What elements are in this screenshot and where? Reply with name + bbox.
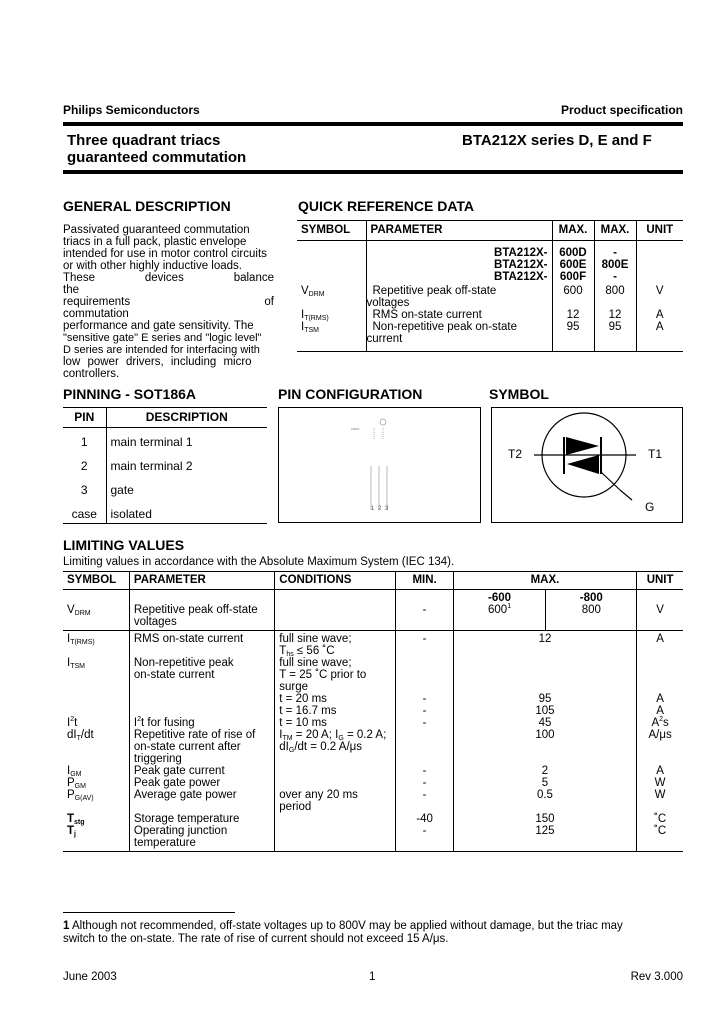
pin-description: isolated: [110, 506, 152, 521]
symbol-subscript: GM: [70, 771, 82, 778]
max-600-cell: [453, 590, 546, 631]
desc-line: controllers.: [63, 368, 120, 380]
terminal-t1-label: T1: [648, 447, 663, 461]
unit-cell: A/μs: [637, 729, 683, 765]
symbol-heading: SYMBOL: [489, 386, 549, 402]
table-row: [63, 729, 683, 765]
table-row: [297, 309, 683, 321]
type-value: 600E: [559, 259, 587, 271]
terminal-t2-label: T2: [508, 447, 523, 461]
param-line: Repetitive rate of rise of: [133, 729, 256, 741]
symbol-text: V: [301, 285, 309, 297]
symbol-cell: [297, 309, 366, 321]
condition-line: t = 16.7 ms: [279, 705, 337, 717]
symbol-cell: [297, 283, 366, 309]
max-cell: 2: [453, 765, 637, 777]
unit-cell: A: [636, 309, 683, 321]
unit-cell: A: [637, 631, 683, 658]
parameter-cell: [129, 590, 274, 631]
condition-line: surge: [279, 681, 309, 693]
symbol-text: I: [67, 633, 71, 645]
conditions-cell: t = 10 ms: [275, 717, 396, 729]
max-1-cell: 12: [552, 309, 594, 321]
symbol-text: V: [67, 604, 75, 616]
symbol-subscript: GM: [74, 783, 86, 790]
unit-cell: V: [636, 283, 683, 309]
desc-line: requirements of commutation: [63, 296, 274, 320]
type-max-1-list: [552, 241, 594, 284]
table-header-row: [63, 408, 267, 428]
case-label: case: [351, 426, 360, 431]
param-text: t for fusing: [140, 717, 195, 729]
symbol-text: /dt: [80, 729, 94, 741]
symbol-cell: [63, 813, 129, 825]
table-row: [63, 789, 683, 813]
symbol-text: I: [301, 309, 305, 321]
parameter-cell: [366, 283, 552, 309]
max-2-cell: 12: [594, 309, 636, 321]
parameter-cell: [129, 729, 274, 765]
company-name: Philips Semiconductors: [63, 103, 200, 117]
table-row: [63, 631, 683, 658]
condition-subscript: TM: [282, 735, 293, 742]
symbol-text: I: [301, 321, 305, 333]
parameter-cell: [129, 657, 274, 717]
pinning-table: [63, 407, 267, 524]
param-line: Repetitive peak off-state: [372, 285, 497, 297]
condition-line: period: [279, 801, 312, 813]
pin-number: 3: [63, 476, 106, 500]
parameter-cell: Storage temperature: [129, 813, 274, 825]
max-cell: 5: [453, 777, 637, 789]
desc-line: D series are intended for interfacing with: [63, 344, 260, 356]
type-value: 600D: [559, 247, 587, 259]
min-cell: -: [396, 825, 453, 852]
symbol-subscript: stg: [74, 819, 85, 826]
symbol-cell: [63, 729, 129, 765]
max-value: 95: [538, 693, 552, 705]
condition-text: = 20 A; I: [292, 729, 339, 741]
min-value: -: [422, 705, 427, 717]
limiting-values-table: [63, 571, 683, 852]
pin-description: main terminal 2: [110, 458, 193, 473]
col-max-1: MAX.: [552, 221, 594, 241]
condition-text: T: [279, 645, 287, 657]
pinning-heading: PINNING - SOT186A: [63, 386, 197, 402]
max-1-cell: 600: [552, 283, 594, 309]
symbol-subscript: TSM: [304, 327, 319, 334]
table-row: [63, 500, 267, 524]
table-row: [297, 283, 683, 309]
footnote-ref: 1: [507, 603, 512, 610]
col-description: DESCRIPTION: [145, 410, 228, 424]
conditions-cell: [275, 657, 396, 717]
symbol-text: I: [67, 657, 71, 669]
symbol-text: P: [67, 789, 75, 801]
symbol-cell: [297, 321, 366, 351]
max-2-cell: 800: [594, 283, 636, 309]
symbol-subscript: G(AV): [74, 795, 94, 802]
table-row: [63, 717, 683, 729]
condition-text: I: [279, 729, 283, 741]
max-1-cell: 95: [552, 321, 594, 351]
table-row: [63, 657, 683, 717]
param-line: voltages: [366, 297, 410, 309]
header-rule: [63, 122, 683, 126]
param-line: Non-repetitive peak: [133, 657, 234, 669]
condition-text: /dt = 0.2 A/μs: [294, 741, 363, 753]
condition-subscript: G: [288, 747, 295, 754]
type-max-2-list: [594, 241, 636, 284]
symbol-subscript: DRM: [74, 610, 91, 617]
min-cell: -: [396, 631, 453, 658]
type-label: BTA212X-: [494, 271, 548, 283]
table-row: [63, 428, 267, 452]
parameter-cell: [129, 825, 274, 852]
condition-text: ≤ 56 ˚C: [293, 645, 335, 657]
condition-line: full sine wave;: [279, 657, 352, 669]
col-parameter: PARAMETER: [129, 572, 274, 590]
param-superscript: 2: [137, 716, 141, 723]
max-cell: 12: [453, 631, 637, 658]
type-label: BTA212X-: [494, 259, 548, 271]
parameter-cell: [366, 309, 552, 321]
pin-number: 2: [63, 452, 106, 476]
symbol-text: I: [67, 717, 71, 729]
condition-subscript: G: [338, 735, 344, 742]
pin-number: 1: [63, 428, 106, 452]
desc-line: Passivated guaranteed commutation: [63, 224, 250, 236]
footer-date: June 2003: [63, 971, 117, 983]
quick-reference-table: [297, 220, 683, 352]
param-line: triggering: [133, 753, 182, 765]
symbol-cell: [63, 631, 129, 658]
max-cell: 0.5: [453, 789, 637, 813]
symbol-text: P: [67, 777, 75, 789]
parameter-cell: Average gate power: [129, 789, 274, 813]
type-value: 800E: [601, 259, 629, 271]
max-2-cell: 95: [594, 321, 636, 351]
footnote-rule: [63, 912, 235, 913]
unit-cell: W: [637, 789, 683, 813]
limiting-values-heading: LIMITING VALUES: [63, 537, 185, 553]
condition-line: full sine wave;: [279, 633, 352, 645]
title-line-2: guaranteed commutation: [67, 149, 247, 166]
col-min: MIN.: [396, 572, 453, 590]
unit-superscript: 2: [659, 716, 664, 723]
general-description-text: [63, 224, 274, 380]
table-row: [297, 321, 683, 351]
min-cell: -: [396, 765, 453, 777]
document-type: Product specification: [560, 103, 683, 117]
table-row: [63, 813, 683, 825]
min-cell: -: [396, 777, 453, 789]
unit-cell: ˚C: [637, 813, 683, 825]
symbol-cell: [63, 717, 129, 729]
type-label-list: [366, 241, 552, 284]
param-line: on-state current: [133, 669, 215, 681]
condition-subscript: hs: [286, 651, 294, 658]
footnote: [63, 920, 688, 946]
unit-cell: A: [636, 321, 683, 351]
parameter-cell: [366, 321, 552, 351]
col-unit: UNIT: [636, 221, 683, 241]
quick-reference-heading: QUICK REFERENCE DATA: [298, 198, 475, 214]
col-max: MAX.: [453, 572, 637, 590]
symbol-text: dI: [67, 729, 77, 741]
package-outline-icon: [279, 408, 480, 522]
footer-page-number: 1: [369, 971, 376, 983]
symbol-cell: [63, 590, 129, 631]
table-row: [63, 590, 683, 631]
unit-cell: [637, 717, 683, 729]
desc-line: low power drivers, including micro: [63, 356, 252, 368]
symbol-subscript: j: [74, 831, 76, 838]
param-line: current: [366, 333, 403, 345]
triac-symbol-box: [491, 407, 683, 523]
desc-line: or with other highly inductive loads.: [63, 260, 242, 272]
max-800-cell: [546, 590, 637, 631]
table-row: [63, 476, 267, 500]
col-symbol: SYMBOL: [301, 224, 351, 236]
col-parameter: PARAMETER: [366, 221, 552, 241]
grade-800-header: -800: [579, 592, 603, 604]
param-line: Non-repetitive peak on-state: [372, 321, 517, 333]
footer-revision: Rev 3.000: [630, 971, 683, 983]
symbol-cell: [63, 789, 129, 813]
symbol-superscript: 2: [70, 716, 75, 723]
conditions-cell: [275, 729, 396, 765]
pin-number: case: [63, 500, 106, 524]
max-800-value: 800: [581, 604, 601, 616]
type-value: 600F: [559, 271, 587, 283]
min-cell: -: [396, 789, 453, 813]
max-cell: 100: [453, 729, 637, 765]
footnote-number: 1: [63, 920, 70, 932]
pin-configuration-heading: PIN CONFIGURATION: [278, 386, 423, 402]
max-cell: [453, 657, 637, 717]
param-line: RMS on-state current: [372, 309, 482, 321]
pin-description: gate: [110, 482, 134, 497]
col-conditions: CONDITIONS: [275, 572, 396, 590]
symbol-subscript: DRM: [308, 291, 325, 298]
footnote-text: switch to the on-state. The rate of rise of current should not exceed 15 A/μs.: [63, 933, 449, 945]
symbol-cell: [63, 825, 129, 852]
desc-line: performance and gate sensitivity. The: [63, 320, 254, 332]
col-pin: PIN: [63, 408, 106, 428]
max-cell: 125: [453, 825, 637, 852]
unit-cell: A: [637, 765, 683, 777]
table-row: [63, 825, 683, 852]
title-rule: [63, 170, 683, 174]
table-header-row: [297, 221, 683, 241]
symbol-cell: [63, 777, 129, 789]
param-line: on-state current after: [133, 741, 241, 753]
table-row: [63, 777, 683, 789]
unit-cell: W: [637, 777, 683, 789]
general-description-heading: GENERAL DESCRIPTION: [63, 198, 231, 214]
unit-value: A: [656, 693, 664, 705]
min-cell: -: [396, 717, 453, 729]
col-symbol: SYMBOL: [67, 574, 117, 586]
conditions-cell: [275, 789, 396, 813]
unit-text: A: [651, 717, 660, 729]
desc-line: triacs in a full pack, plastic envelope: [63, 236, 247, 248]
condition-line: over any 20 ms: [279, 789, 358, 801]
desc-line: These devices balance the: [63, 272, 274, 296]
symbol-cell: [63, 657, 129, 717]
symbol-subscript: T(RMS): [304, 315, 329, 322]
parameter-cell: [129, 717, 274, 729]
table-row: [297, 241, 683, 284]
min-cell: -40: [396, 813, 453, 825]
max-cell: 45: [453, 717, 637, 729]
pin-configuration-drawing: [278, 407, 481, 523]
title-line-1: Three quadrant triacs: [67, 132, 221, 149]
symbol-text: I: [67, 765, 71, 777]
max-cell: 150: [453, 813, 637, 825]
max-600-value: 600: [488, 604, 508, 616]
pin-description: main terminal 1: [110, 435, 193, 449]
table-row: [63, 452, 267, 476]
col-max-2: MAX.: [594, 221, 636, 241]
param-line: voltages: [133, 616, 177, 628]
symbol-subscript: TSM: [70, 663, 85, 670]
param-text: I: [133, 717, 138, 729]
param-line: Repetitive peak off-state: [133, 604, 258, 616]
desc-line: intended for use in motor control circuits: [63, 248, 267, 260]
condition-line: t = 20 ms: [279, 693, 327, 705]
footnote-text: Although not recommended, off-state voltages up to 800V may be applied without damage, but the triac may: [69, 920, 623, 932]
condition-line: T = 25 ˚C prior to: [279, 669, 367, 681]
type-value: -: [613, 271, 617, 283]
symbol-text: T: [67, 825, 75, 837]
grade-600-header: -600: [488, 592, 512, 604]
max-value: 105: [535, 705, 555, 717]
table-row: [63, 765, 683, 777]
unit-cell: V: [637, 590, 683, 631]
unit-text: s: [663, 717, 669, 729]
type-value: -: [613, 247, 617, 259]
pin-labels: 1 2 3: [371, 506, 390, 512]
symbol-text: T: [67, 813, 75, 825]
min-cell: -: [396, 590, 453, 631]
unit-cell: ˚C: [637, 825, 683, 852]
symbol-subscript: T: [76, 735, 81, 742]
type-label: BTA212X-: [494, 247, 548, 259]
param-line: Operating junction: [133, 825, 228, 837]
symbol-cell: [63, 765, 129, 777]
condition-text: dI: [279, 741, 289, 753]
conditions-cell: [275, 631, 396, 658]
unit-value: A: [656, 705, 664, 717]
min-value: -: [422, 693, 427, 705]
param-line: temperature: [133, 837, 196, 849]
parameter-cell: RMS on-state current: [129, 631, 274, 658]
min-cell: [396, 657, 453, 717]
symbol-text: t: [74, 717, 78, 729]
condition-text: = 0.2 A;: [343, 729, 387, 741]
gate-label: G: [645, 500, 655, 514]
symbol-subscript: T(RMS): [70, 639, 95, 646]
unit-cell: [637, 657, 683, 717]
limiting-values-intro: Limiting values in accordance with the Absolute Maximum System (IEC 134).: [63, 556, 455, 568]
parameter-cell: Peak gate power: [129, 777, 274, 789]
series-title: BTA212X series D, E and F: [462, 132, 652, 149]
col-unit: UNIT: [637, 572, 683, 590]
table-header-row: [63, 572, 683, 590]
parameter-cell: Peak gate current: [129, 765, 274, 777]
desc-line: "sensitive gate" E series and "logic level": [63, 332, 262, 344]
